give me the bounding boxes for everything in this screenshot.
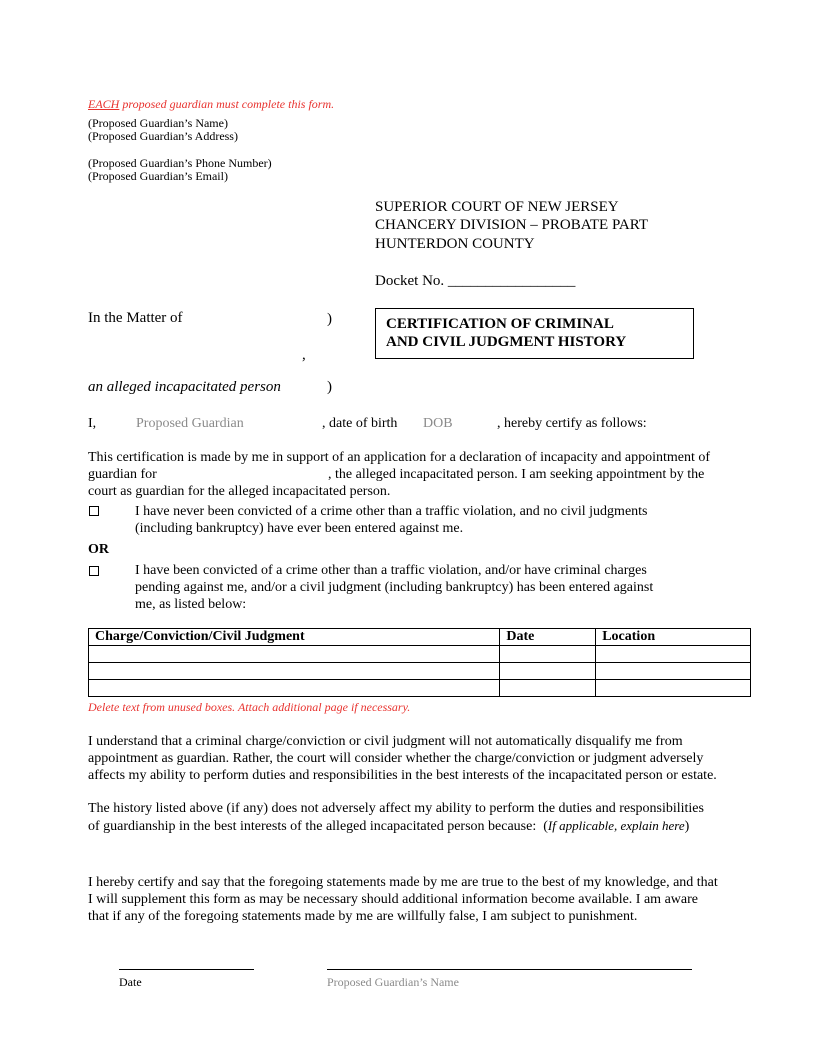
date-signature-line[interactable] (119, 969, 254, 970)
table-row (89, 663, 751, 680)
table-cell[interactable] (89, 680, 500, 697)
explain-field[interactable]: If applicable, explain here (547, 818, 685, 833)
table-cell[interactable] (89, 663, 500, 680)
header-date: Date (500, 629, 596, 646)
dob-label: , date of birth (322, 416, 398, 431)
table-cell[interactable] (596, 646, 751, 663)
caption-comma: , (302, 347, 306, 363)
para4-line2: I will supplement this form as may be necessary should additional information become available. I am aware (88, 892, 698, 907)
para2-line2: appointment as guardian. Rather, the court will consider whether the charge/conviction or judgment adversely (88, 751, 704, 766)
certify-i: I, (88, 416, 97, 431)
table-cell[interactable] (596, 680, 751, 697)
table-note: Delete text from unused boxes. Attach additional page if necessary. (88, 700, 411, 714)
guardian-name-field[interactable]: (Proposed Guardian’s Name) (88, 116, 228, 130)
instruction-rest: proposed guardian must complete this form. (119, 97, 335, 111)
para4-line3: that if any of the foregoing statements made by me are willfully false, I am subject to punishment. (88, 909, 638, 924)
option1-line2: (including bankruptcy) have ever been entered against me. (135, 521, 464, 536)
para3-line2-text: of guardianship in the best interests of the alleged incapacitated person because: (88, 819, 537, 834)
option1-line1: I have never been convicted of a crime other than a traffic violation, and no civil judgments (135, 504, 648, 519)
certification-title-line2: AND CIVIL JUDGMENT HISTORY (386, 334, 627, 350)
caption-paren-top: ) (327, 311, 332, 327)
date-label: Date (119, 975, 142, 989)
para4-line1: I hereby certify and say that the foregoing statements made by me are true to the best of my knowledge, and that (88, 875, 718, 890)
table-cell[interactable] (89, 646, 500, 663)
name-signature-line[interactable] (327, 969, 692, 970)
header-location: Location (596, 629, 751, 646)
or-label: OR (88, 542, 109, 557)
certification-title-line1: CERTIFICATION OF CRIMINAL (386, 316, 614, 332)
guardian-name-label: Proposed Guardian’s Name (327, 975, 459, 989)
guardian-phone-field[interactable]: (Proposed Guardian’s Phone Number) (88, 156, 272, 170)
dob-field[interactable]: DOB (423, 416, 453, 431)
explain-open-paren: ( (543, 819, 548, 834)
certification-title-box (375, 308, 694, 359)
header-charge: Charge/Conviction/Civil Judgment (89, 629, 500, 646)
court-name: SUPERIOR COURT OF NEW JERSEY (375, 199, 619, 215)
matter-label: In the Matter of (88, 310, 183, 326)
guardian-email-field[interactable]: (Proposed Guardian’s Email) (88, 169, 228, 183)
option2-line3: me, as listed below: (135, 597, 247, 612)
table-row (89, 646, 751, 663)
caption-paren-bottom: ) (327, 379, 332, 395)
para3-line2 (88, 817, 689, 835)
court-county: HUNTERDON COUNTY (375, 236, 535, 252)
incapacitated-label: an alleged incapacitated person (88, 379, 281, 395)
table-cell[interactable] (500, 663, 596, 680)
proposed-guardian-field[interactable]: Proposed Guardian (136, 416, 244, 431)
table-cell[interactable] (500, 680, 596, 697)
para1-line2-start: guardian for (88, 467, 157, 482)
table-header-row (89, 629, 751, 646)
option-has-history-checkbox[interactable] (89, 566, 99, 576)
para3-line1: The history listed above (if any) does not adversely affect my ability to perform the duties and responsibilities (88, 801, 704, 816)
table-cell[interactable] (596, 663, 751, 680)
table-row (89, 680, 751, 697)
option2-line2: pending against me, and/or a civil judgment (including bankruptcy) has been entered against (135, 580, 654, 595)
explain-close-paren: ) (684, 819, 690, 834)
instruction-emphasis: EACH (88, 97, 120, 111)
para1-line3: court as guardian for the alleged incapacitated person. (88, 484, 391, 499)
guardian-address-field[interactable]: (Proposed Guardian’s Address) (88, 129, 238, 143)
option-no-history-checkbox[interactable] (89, 506, 99, 516)
certify-end: , hereby certify as follows: (497, 416, 647, 431)
para2-line3: affects my ability to perform duties and responsibilities in the best interests of the incapacitated person or estate. (88, 768, 717, 783)
docket-number[interactable]: Docket No. _________________ (375, 273, 576, 289)
para2-line1: I understand that a criminal charge/conviction or civil judgment will not automatically disqualify me from (88, 734, 683, 749)
option2-line1: I have been convicted of a crime other than a traffic violation, and/or have criminal charges (135, 563, 647, 578)
instruction-text (88, 98, 334, 112)
court-division: CHANCERY DIVISION – PROBATE PART (375, 217, 649, 233)
para1-line1: This certification is made by me in support of an application for a declaration of incapacity and appointment of (88, 450, 711, 465)
table-cell[interactable] (500, 646, 596, 663)
history-table (88, 628, 751, 697)
para1-line2-end: , the alleged incapacitated person. I am seeking appointment by the (328, 467, 705, 482)
